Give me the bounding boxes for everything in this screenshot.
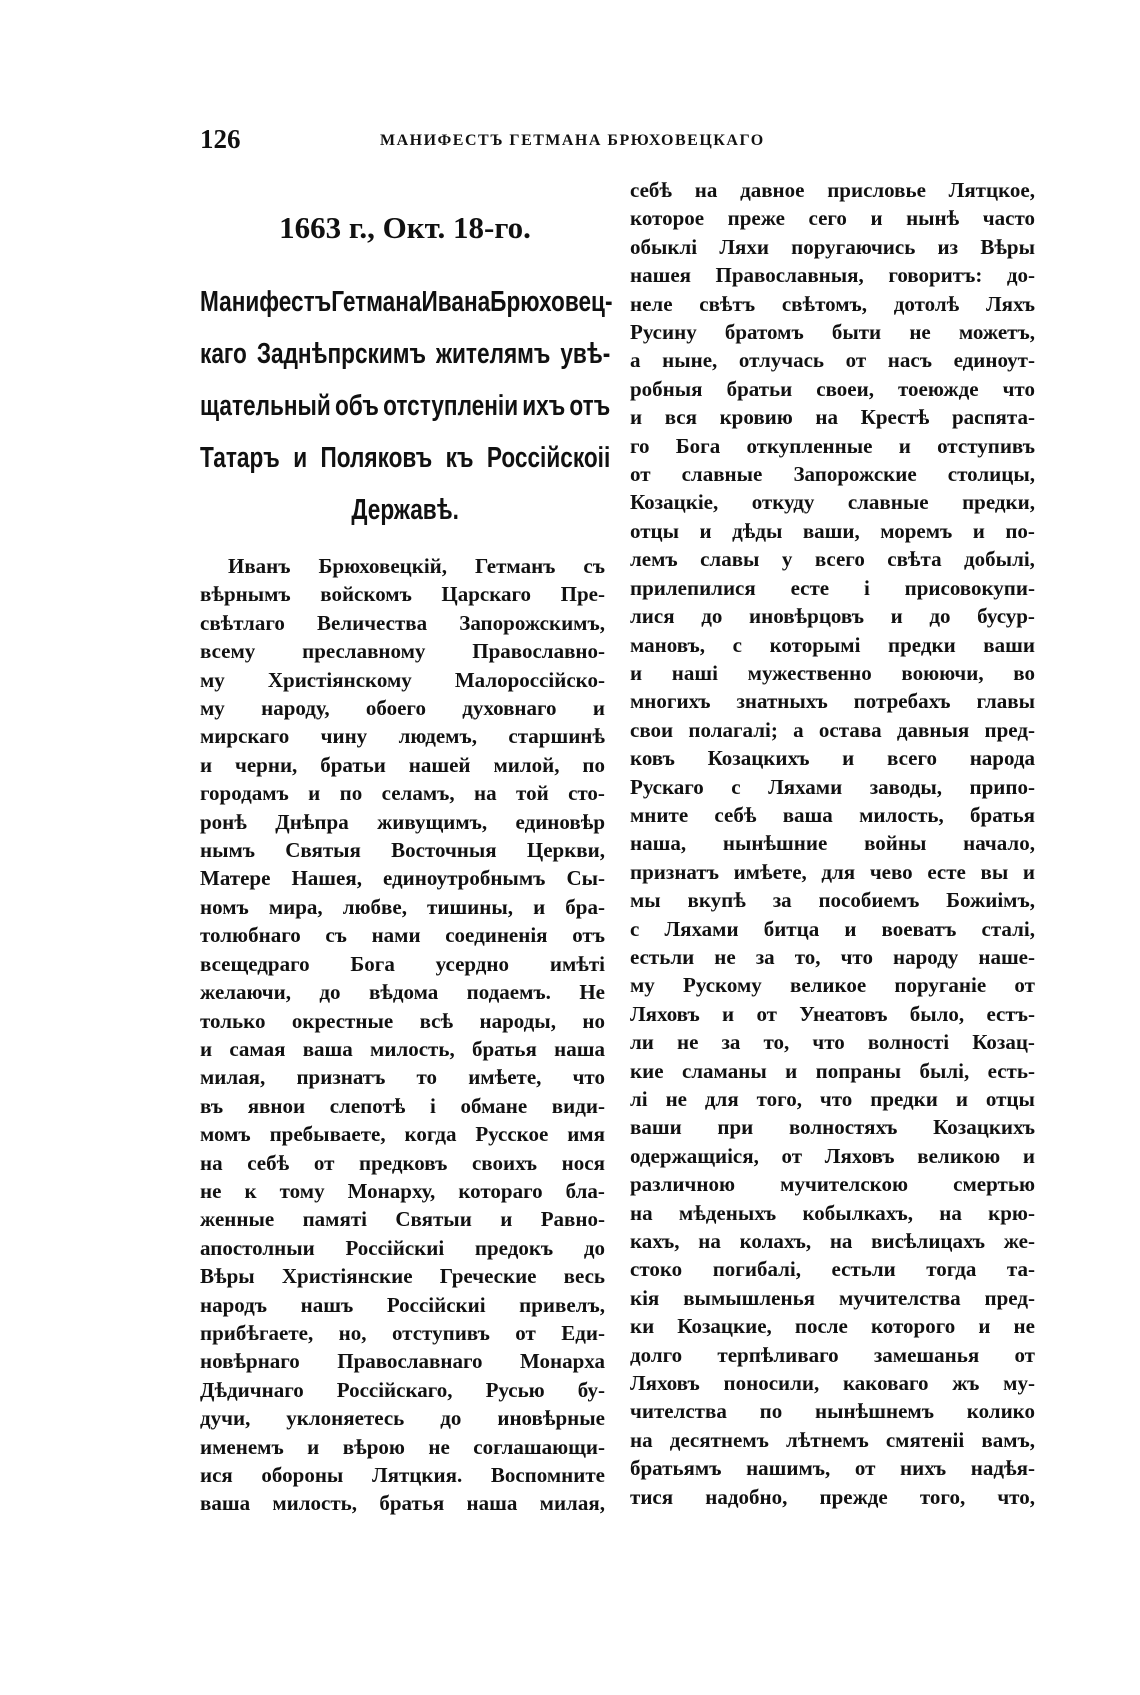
text-line: вѣрнымъ войскомъ Царскаго Пре-: [200, 582, 605, 607]
text-line: чителства по нынѣшнемъ колико: [630, 1399, 1035, 1424]
text-line: на десятнемъ лѣтнемъ смятенiі вамъ,: [630, 1427, 1035, 1452]
text-line: му Христіянскому Малороссійско-: [200, 667, 605, 692]
text-line: братьямъ нашимъ, от нихъ надѣя-: [630, 1456, 1035, 1481]
text-line: момъ пребываете, когда Русское имя: [200, 1122, 605, 1147]
text-line: каго Заднѣпрскимъ жителямъ увѣ-: [200, 338, 611, 370]
text-line: и черни, братьи нашей милой, по: [200, 752, 605, 777]
text-line: лі не для того, что предки и отцы: [630, 1087, 1035, 1111]
text-line: милая, признатъ то имѣете, что: [200, 1065, 605, 1090]
text-line: Дѣдичнаго Россійскаго, Русью бу-: [200, 1377, 605, 1402]
text-line: го Бога откупленные и отступивъ: [630, 433, 1035, 458]
text-line: на себѣ от предковъ своихъ нося: [200, 1150, 605, 1175]
text-line: одержащиіся, от Ляховъ великою и: [630, 1143, 1035, 1168]
text-line: именемъ и вѣрою не соглашающи-: [200, 1434, 605, 1459]
text-line: естьли не за то, что народу наше-: [630, 944, 1035, 969]
date-heading: 1663 г., Окт. 18-го.: [279, 210, 531, 245]
text-line: обыклі Ляхи поругаючись из Вѣры: [630, 234, 1035, 259]
text-line: многихъ знатныхъ потребахъ главы: [630, 689, 1035, 714]
text-line: прибѣгаете, но, отступивъ от Еди-: [200, 1320, 605, 1345]
document-title: [200, 276, 613, 536]
text-line: ки Козацкие, после которого и не: [630, 1314, 1035, 1339]
text-line: робныя братьи своеи, тоеюжде что: [630, 376, 1035, 401]
text-line: Русину братомъ быти не можетъ,: [630, 320, 1035, 345]
text-line: а ныне, отлучась от насъ единоут-: [630, 348, 1035, 373]
text-line: наша, нынѣшние войны начало,: [630, 831, 1035, 856]
text-line: ваша милость, братья наша милая,: [200, 1491, 605, 1516]
text-line: апостолныи Россійскиі предокъ до: [200, 1235, 605, 1260]
text-line: новѣрнаго Православнаго Монарха: [200, 1349, 605, 1374]
text-line: Ляховъ поносили, каковаго жъ му-: [630, 1371, 1035, 1396]
page-number: 126: [200, 124, 241, 154]
text-line: му народу, обоего духовнаго и: [200, 696, 605, 721]
text-line: свѣтлаго Величества Запорожскимъ,: [200, 610, 605, 635]
text-line: с Ляхами битца и воеватъ сталі,: [630, 916, 1035, 941]
text-line: от славные Запорожские столицы,: [630, 462, 1035, 487]
text-line: на мѣденыхъ кобылкахъ, на крю-: [630, 1200, 1035, 1225]
text-line: стоко погибалі, естьли тогда та-: [630, 1257, 1035, 1282]
text-line: Иванъ Брюховецкій, Гетманъ съ: [228, 554, 605, 578]
text-line: ися обороны Лятцкия. Воспомните: [200, 1463, 605, 1487]
text-line: женные памяті Святыи и Равно-: [200, 1207, 605, 1232]
text-line: Вѣры Христіянские Греческие весь: [200, 1264, 605, 1289]
text-line: различною мучителскою смертью: [630, 1172, 1035, 1197]
text-line: Матере Нашея, единоутробнымъ Сы-: [200, 866, 605, 891]
text-line: признатъ имѣете, для чево есте вы и: [630, 859, 1035, 884]
text-line: дучи, уклоняетесь до иновѣрные: [200, 1406, 605, 1431]
text-line: себѣ на давное присловье Лятцкое,: [630, 178, 1035, 202]
text-line: мановъ, с которымі предки ваши: [630, 632, 1035, 657]
text-line: нашея Православныя, говоритъ: до-: [630, 263, 1035, 288]
text-line: кие сламаны и попраны былі, есть-: [630, 1058, 1035, 1083]
text-line: щательный объ отступленіи ихъ отъ: [200, 390, 611, 422]
text-line: лемъ славы у всего свѣта добылі,: [630, 547, 1035, 572]
text-line: му Рускому великое поруганіе от: [630, 973, 1035, 998]
text-line: прилепилися есте і присовокупи-: [630, 575, 1035, 600]
text-line: отцы и дѣды ваши, моремъ и по-: [630, 518, 1035, 543]
left-column-text: [200, 552, 605, 1518]
text-line: всему преславному Православно-: [200, 639, 605, 664]
text-line: мирскаго чину людемъ, старшинѣ: [200, 724, 605, 749]
text-line: Рускаго с Ляхами заводы, припо-: [630, 774, 1035, 799]
text-line: желаючи, до вѣдома подаемъ. Не: [200, 980, 605, 1005]
text-line: толюбнаго съ нами соединенія отъ: [200, 923, 605, 948]
right-column-text: [630, 176, 1035, 1511]
text-line: Манифестъ Гетмана Ивана Брюховец-: [200, 286, 613, 318]
text-line: мните себѣ ваша милость, братья: [630, 802, 1035, 827]
text-line: свои полагалі; а остава давныя пред-: [630, 717, 1035, 742]
text-line: и вся кровию на Крестѣ распята-: [630, 405, 1035, 430]
text-line: ли не за то, что волності Козац-: [630, 1030, 1035, 1055]
text-line: не к тому Монарху, котораго бла-: [200, 1178, 605, 1203]
text-line: Козацкіе, откуду славные предки,: [630, 490, 1035, 515]
text-line: тися надобно, прежде того, что,: [630, 1484, 1035, 1509]
text-line: только окрестные всѣ народы, но: [200, 1008, 605, 1033]
running-head: МАНИФЕСТЪ ГЕТМАНА БРЮХОВЕЦКАГО: [380, 132, 765, 149]
text-line: городамъ и по селамъ, на той сто-: [200, 781, 605, 806]
text-line: Ляховъ и от Унеатовъ было, естъ-: [630, 1001, 1035, 1026]
text-line: ваши при волностяхъ Козацкихъ: [630, 1115, 1035, 1140]
text-line: ковъ Козацкихъ и всего народа: [630, 746, 1035, 771]
text-line: нымъ Святыя Восточныя Церкви,: [200, 838, 605, 863]
text-line: ронѣ Днѣпра живущимъ, единовѣр: [200, 809, 605, 834]
text-line: лися до иновѣрцовъ и до бусур-: [630, 604, 1035, 629]
text-line: номъ мира, любве, тишины, и бра-: [200, 894, 605, 919]
text-line: въ явнои слепотѣ і обмане види-: [200, 1093, 605, 1118]
text-line: неле свѣтъ свѣтомъ, дотолѣ Ляхъ: [630, 291, 1035, 316]
text-line: и самая ваша милость, братья наша: [200, 1036, 605, 1061]
text-line: народъ нашъ Россійскиі привелъ,: [200, 1292, 605, 1317]
text-line: Татаръ и Поляковъ къ Россійскоіі: [200, 442, 611, 474]
text-line: и нашi мужественно воюючи, во: [630, 660, 1035, 685]
text-line: кія вымышленья мучителства пред-: [630, 1285, 1035, 1310]
text-line: которое преже сего и нынѣ часто: [630, 206, 1035, 231]
text-line: Державѣ.: [351, 494, 459, 526]
text-line: мы вкупѣ за пособиемъ Божиімъ,: [630, 888, 1035, 913]
text-line: всещедраго Бога усердно имѣті: [200, 951, 605, 976]
text-line: долго терпѣливаго замешанья от: [630, 1342, 1035, 1367]
text-line: кахъ, на колахъ, на висѣлицахъ же-: [630, 1229, 1035, 1254]
